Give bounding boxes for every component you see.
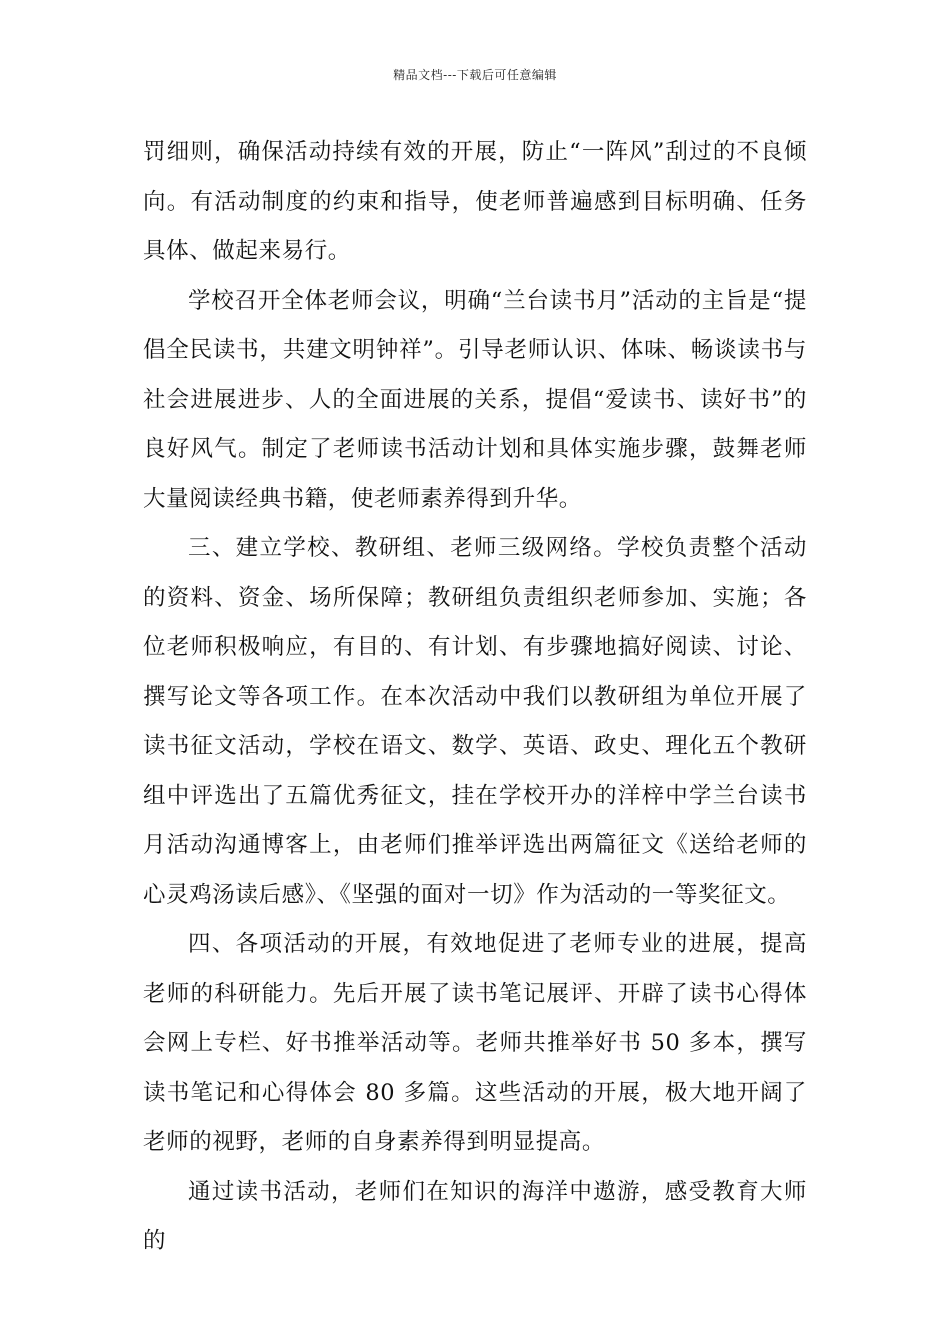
paragraph-5: 通过读书活动，老师们在知识的海洋中遨游，感受教育大师的 [143, 1178, 807, 1254]
paragraph-3: 三、建立学校、教研组、老师三级网络。学校负责整个活动的资料、资金、场所保障；教研组负责组织老师参加、实施；各位老师积极响应，有目的、有计划、有步骤地搞好阅读、讨论、撰写论文等各项工作。在本次活动中我们以教研组为单位开展了读书征文活动，学校在语文、数学、英语、政史、理化五个教研组中评选出了五篇优秀征文，挂在学校开办的洋梓中学兰台读书月活动沟通博客上，由老师们推举评选出两篇征文《送给老师的心灵鸡汤读后感》、《坚强的面对一切》作为活动的一等奖征文。 [143, 535, 807, 908]
paragraph-2: 学校召开全体老师会议，明确“兰台读书月”活动的主旨是“提倡全民读书，共建文明钟祥”。引导老师认识、体味、畅谈读书与社会进展进步、人的全面进展的关系，提倡“爱读书、读好书”的良好风气。制定了老师读书活动计划和具体实施步骤，鼓舞老师大量阅读经典书籍，使老师素养得到升华。 [143, 287, 807, 512]
paragraph-4: 四、各项活动的开展，有效地促进了老师专业的进展，提高老师的科研能力。先后开展了读书笔记展评、开辟了读书心得体会网上专栏、好书推举活动等。老师共推举好书 50 多本，撰写读书笔记和心得体会 80 多篇。这些活动的开展，极大地开阔了老师的视野，老师的自身素养得到明显提高。 [143, 931, 807, 1155]
page-header: 精品文档---下载后可任意编辑 [393, 68, 557, 82]
paragraph-1: 罚细则，确保活动持续有效的开展，防止“一阵风”刮过的不良倾向。有活动制度的约束和指导，使老师普遍感到目标明确、任务具体、做起来易行。 [143, 139, 807, 264]
document-body [143, 128, 807, 1267]
